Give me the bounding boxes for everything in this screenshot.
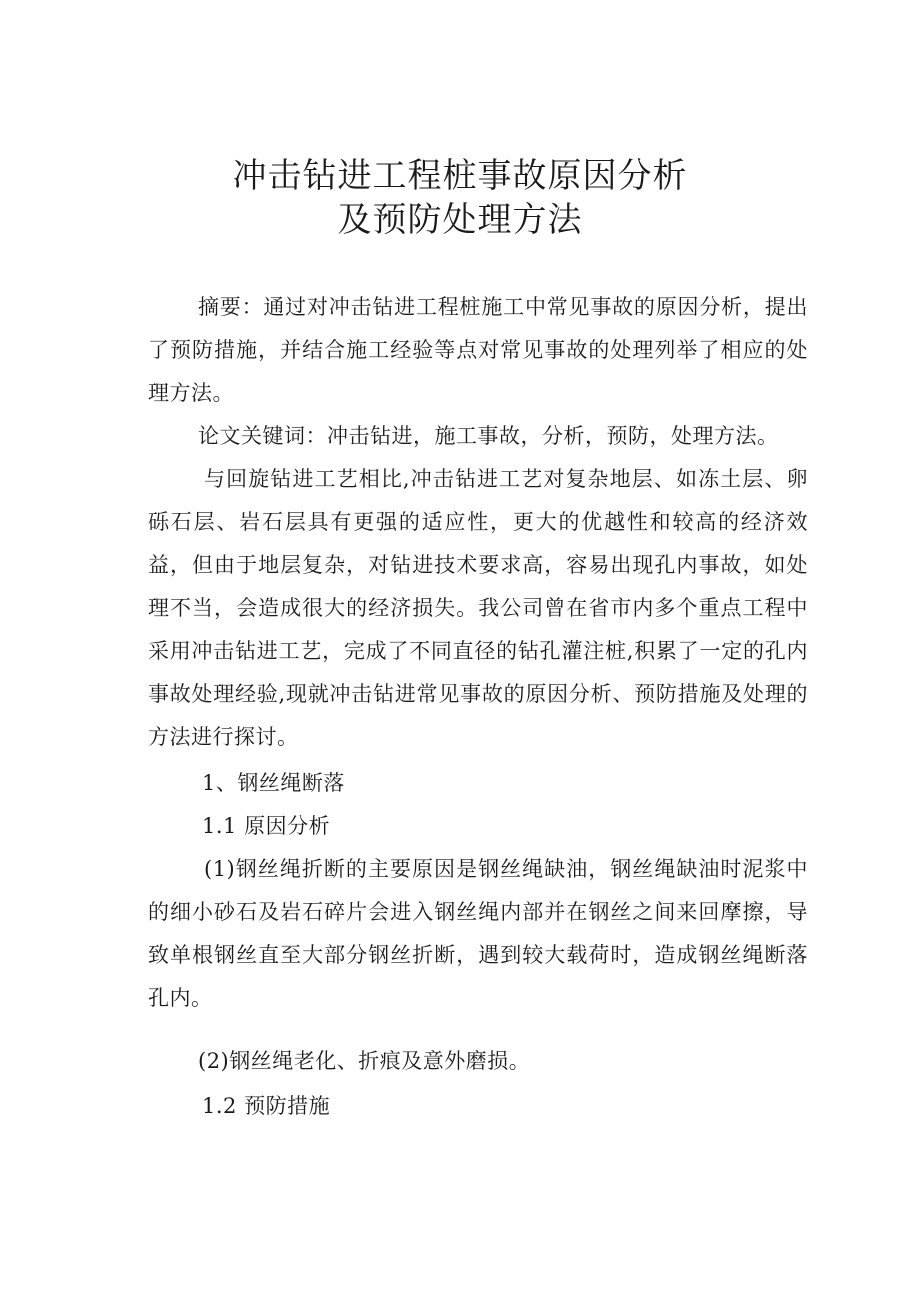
cause-1-paragraph: (1)钢丝绳折断的主要原因是钢丝绳缺油，钢丝绳缺油时泥浆中的细小砂石及岩石碎片会进入钢丝绳内部并在钢丝之间来回摩擦，导致单根钢丝直至大部分钢丝折断，遇到较大载荷时，造成钢丝绳断落孔内。	[148, 857, 808, 1010]
abstract-paragraph: 摘要：通过对冲击钻进工程桩施工中常见事故的原因分析，提出了预防措施，并结合施工经验等点对常见事故的处理列举了相应的处理方法。	[148, 295, 808, 405]
section-1-2-heading: 1.2 预防措施	[202, 1094, 331, 1118]
title-line-2: 及预防处理方法	[337, 200, 583, 240]
keywords-paragraph: 论文关键词：冲击钻进，施工事故，分析，预防，处理方法。	[198, 424, 779, 448]
section-1-heading: 1、钢丝绳断落	[202, 771, 345, 795]
title-line-1: 冲击钻进工程桩事故原因分析	[232, 156, 688, 196]
cause-2-paragraph: (2)钢丝绳老化、折痕及意外磨损。	[198, 1049, 531, 1073]
intro-paragraph: 与回旋钻进工艺相比,冲击钻进工艺对复杂地层、如冻土层、卵砾石层、岩石层具有更强的适应性，更大的优越性和较高的经济效益，但由于地层复杂，对钻进技术要求高，容易出现孔内事故，如处理不当，会造成很大的经济损失。我公司曾在省市内多个重点工程中采用冲击钻进工艺，完成了不同直径的钻孔灌注桩,积累了一定的孔内事故处理经验,现就冲击钻进常见事故的原因分析、预防措施及处理的方法进行探讨。	[148, 467, 808, 749]
section-1-1-heading: 1.1 原因分析	[202, 814, 331, 838]
